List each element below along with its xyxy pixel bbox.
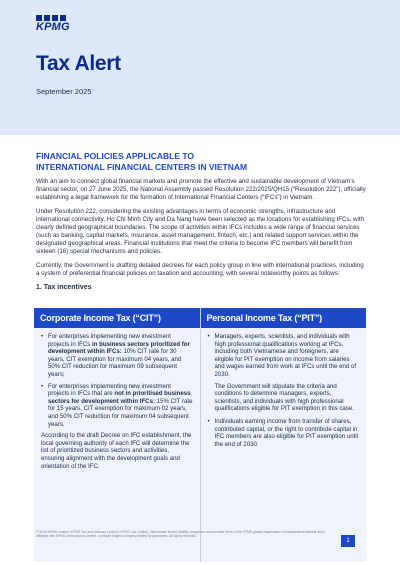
pit-bullet-1-text: Managers, experts, scientists, and individuals with high professional qualifications working at IFCs, including both Vietnamese and foreigners, are eligible for PIT exemption on income from salaries and wages earned from work at IFCs until the end of 2030.	[214, 333, 357, 378]
cit-closing-note: According to the draft Decree on IFC establishment, the local governing authority of each IFC will determine the list of prioritized business sectors and activities, ensuring alignment with the development goals and orientation of the IFC.	[41, 432, 192, 470]
article-heading-line-2: INTERNATIONAL FINANCIAL CENTERS IN VIETNAM	[36, 162, 248, 172]
pit-column	[200, 308, 367, 562]
cit-bullet-2-rate: 15% CIT rate for 15 years, CIT exemption for maximum 02 years, and 50% CIT reduction for maximum 04 subsequent years.	[48, 397, 193, 428]
cit-bullet-non-priority	[41, 383, 193, 429]
intro-paragraph: With an aim to connect global financial markets and promote the effective and sustainable development of Vietnam’s financial sector, on 27 June 2025, the National Assembly passed Resolution 222/2025/QH15 (“Resolution 222”), officially establishing a legal framework for the formation of International Financial Centers (“IFCs”) in Vietnam.	[36, 178, 366, 201]
scope-paragraph: Under Resolution 222, considering the existing advantages in terms of economic strengths, infrastructure and international connectivity, Ho Chi Minh City and Da Nang have been selected as the locations for establishing IFCs, with clearly defined geographical boundaries. The scope of activities within IFCs includes a wide range of financial services (such as banking, capital markets, insurance, asset management, fintech, etc.) and related support services within the designated geographical areas. Financial institutions that meet the criteria to become IFC members will benefit from sixteen (16) special mechanisms and policies.	[36, 208, 364, 255]
cit-column-header: Corporate Income Tax (“CIT”)	[34, 308, 200, 328]
bullet-icon: •	[41, 382, 44, 390]
policy-paragraph: Currently, the Government is drafting detailed decrees for each policy group in line with international practices, including a system of preferential financial policies on taxation and accounting, with several noteworthy points as follows:	[36, 262, 364, 277]
pit-bullet-2-text: Individuals earning income from transfer of shares, contributed capital, or the right to contribute capital in IFC members are also eligible for PIT exemption until the end of 2030.	[214, 417, 358, 448]
bullet-icon: •	[41, 333, 44, 340]
kpmg-logo	[36, 15, 70, 33]
logo-text: KPMG	[36, 21, 70, 33]
tax-incentives-table	[34, 308, 366, 562]
section-title: 1. Tax incentives	[36, 284, 92, 291]
bullet-icon: •	[207, 417, 210, 425]
publication-date: September 2025	[36, 87, 92, 96]
pit-column-header: Personal Income Tax (“PIT”)	[201, 308, 367, 328]
pit-bullet-share-transfer	[208, 418, 360, 448]
cit-bullet-2-bold: not in prioritised business sectors for development within IFCs:	[48, 390, 191, 405]
article-heading	[36, 151, 366, 173]
article-heading-line-1: FINANCIAL POLICIES APPLICABLE TO	[36, 151, 195, 161]
cit-bullet-1-text: For enterprises implementing new investment projects in IFCs	[48, 333, 171, 348]
cit-bullet-priority	[41, 333, 193, 379]
page-number: 1	[341, 535, 355, 547]
header-banner	[0, 0, 400, 135]
article-body	[36, 151, 366, 296]
pit-criteria-note: The Government will stipulate the criteria and conditions to determine managers, experts, scientists, and individuals with high professional qualifications eligible for PIT exemption in this case.	[214, 382, 354, 413]
cit-column	[34, 308, 200, 562]
bullet-icon: •	[207, 333, 210, 340]
cit-bullet-2-text: For enterprises implementing new investment projects in IFCs that are	[48, 382, 171, 398]
pit-bullet-experts	[208, 333, 360, 379]
page-title: Tax Alert	[36, 52, 121, 75]
cit-bullet-1-rate: 10% CIT rate for 30 years, CIT exemption for maximum 04 years, and 50% CIT reduction for maximum 09 subsequent years;	[48, 348, 182, 378]
footer-disclaimer: © 2025 KPMG Limited, KPMG Tax and Advisory Limited, KPMG Law Limited, Vietnamese limited liability companies and member firms of the KPMG global organization of independent member firms affiliated with KPMG International Limited, a private English company limited by guarantee. All rights reserved.	[36, 530, 325, 539]
cit-bullet-1-bold: in business sectors prioritized for development within IFCs:	[48, 340, 190, 356]
pit-column-body	[201, 328, 367, 562]
cit-column-body	[34, 328, 200, 562]
